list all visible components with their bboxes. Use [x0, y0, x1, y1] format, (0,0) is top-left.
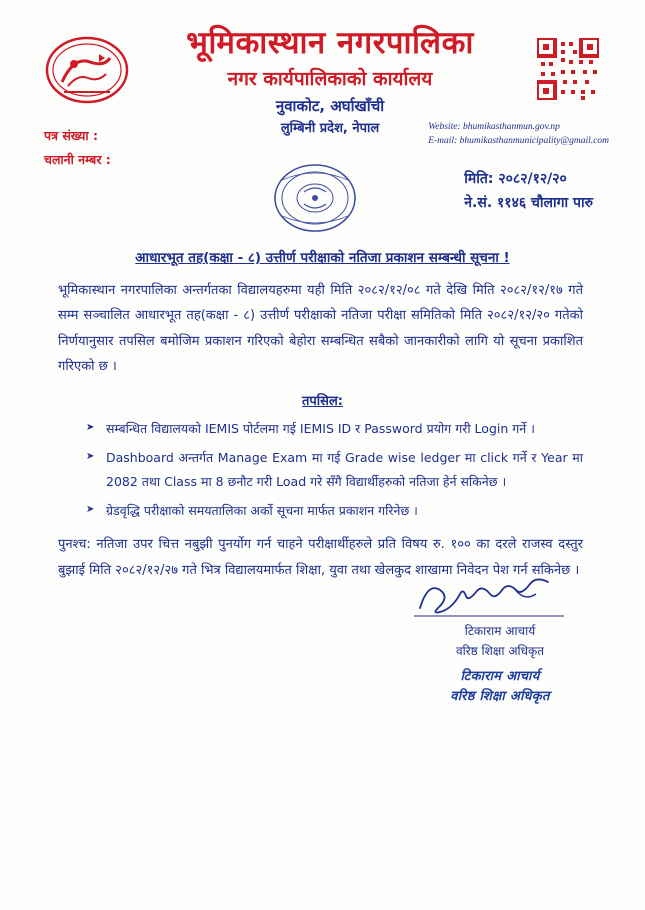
contact-info [428, 120, 609, 149]
notice-body [0, 248, 645, 583]
letter-number-label: पत्र संख्या : [44, 128, 98, 143]
dispatch-number-label: चलानी नम्बर : [44, 151, 111, 167]
email-label: E-mail: bhumikasthanmunicipality@gmail.com [428, 136, 609, 147]
signer-name: टिकाराम आचार्य [464, 624, 536, 638]
tapasil-heading: तपसिल: [302, 394, 343, 410]
list-item: ➤ ग्रेडवृद्धि परीक्षाको समयतालिका अर्को सूचना मार्फत प्रकाशन गरिनेछ । [86, 499, 583, 523]
list-item: ➤ Dashboard अन्तर्गत Manage Exam मा गई Grade wise ledger मा click गर्ने र Year मा 2082 तथा Class मा 8 छनौट गरी Load गरे सँगै विद्यार्थीहरुको नतिजा हेर्न सकिनेछ । [86, 446, 583, 494]
office-name: नगर कार्यपालिकाको कार्यालय [227, 67, 433, 90]
signature-block [390, 580, 610, 706]
instruction-list [86, 417, 583, 522]
province-line: लुम्बिनी प्रदेश, नेपाल [280, 120, 380, 136]
notice-paragraph-2: पुनश्च: नतिजा उपर चित्त नबुझी पुनर्योग गर्न चाहने परीक्षार्थीहरुले प्रति विषय रु. १०० का दरले राजस्व दस्तुर बुझाई मिति २०८२/१२/२७ गते भित्र विद्यालयमार्फत शिक्षा, युवा तथा खेलकुद शाखामा निवेदन पेश गर्न सकिनेछ । [58, 537, 583, 578]
nepal-municipality-emblem-icon [44, 34, 130, 106]
location-line: नुवाकोट, अर्घाखाँची [275, 96, 385, 115]
stamp-post: वरिष्ठ शिक्षा अधिकृत [450, 688, 550, 704]
website-label: Website: bhumikasthanmun.gov.np [428, 122, 560, 132]
signer-post: वरिष्ठ शिक्षा अधिकृत [455, 644, 545, 658]
date-label: मिति: २०८२/१२/२० [464, 171, 567, 187]
reference-fields [44, 124, 111, 172]
signature-stamp [390, 667, 610, 706]
organization-name: भूमिकास्थान नगरपालिका [186, 25, 474, 61]
letterhead-header [0, 0, 645, 211]
handwritten-signature-icon [390, 580, 610, 620]
qr-code-icon [537, 38, 599, 100]
date-block [464, 168, 593, 216]
stamp-name: टिकाराम आचार्य [460, 669, 540, 684]
list-item: ➤ सम्बन्धित विद्यालयको IEMIS पोर्टलमा गई IEMIS ID र Password प्रयोग गरी Login गर्ने । [86, 417, 583, 441]
ref-label: ने.सं. ११४६ चौलागा पारु [464, 194, 593, 211]
notice-paragraph-1: भूमिकास्थान नगरपालिका अन्तर्गतका विद्यालयहरुमा यही मिति २०८२/१२/०८ गते देखि मिति २०८२/१२/१७ गते सम्म सञ्चालित आधारभूत तह(कक्षा - ८) उत्तीर्ण परीक्षाको नतिजा परीक्षा समितिको मिति २०८२/१२/२० गतेको निर्णयानुसार तपसिल बमोजिम प्रकाशन गरिएको बेहोरा सम्बन्धित सबैको जानकारीको लागि यो सूचना प्रकाशित गरिएको छ । [58, 283, 583, 375]
notice-title: आधारभूत तह(कक्षा - ८) उत्तीर्ण परीक्षाको नतिजा प्रकाशन सम्बन्धी सूचना ! [135, 250, 510, 266]
official-round-seal-icon [268, 160, 362, 236]
